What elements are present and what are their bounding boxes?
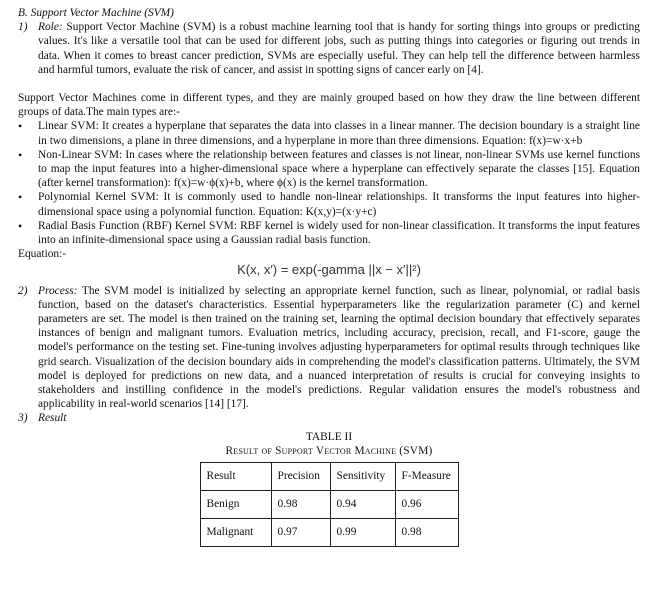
table-cell: 0.98 [271,491,330,519]
bullet-icon: • [18,190,23,205]
table-cell: Malignant [200,519,271,547]
list-item [18,119,640,147]
equation-label: Equation:- [18,248,67,261]
result-lead: Result [38,412,67,425]
header-cell: Precision [271,463,330,491]
table-row [200,519,458,547]
process-lead: Process: [38,284,78,297]
result-heading [18,411,640,425]
type-linear-text: Linear SVM: It creates a hyperplane that separates the data into classes in a linear manner. The decision boundary is a straight line in two dimensions, a plane in three dimensions, and a hyperplane in more than three dimensions. Equation: f(x)=w·x+b [38,120,640,147]
table-cell: 0.97 [271,519,330,547]
header-cell: Sensitivity [330,463,395,491]
table-cell: 0.96 [395,491,458,519]
header-cell: Result [200,463,271,491]
header-cell: F-Measure [395,463,458,491]
table-cell: 0.99 [330,519,395,547]
results-table [200,462,459,547]
bullet-icon: • [18,218,23,233]
type-rbf-text: Radial Basis Function (RBF) Kernel SVM: RBF kernel is widely used for non-linear classification. It transforms the input features into an infinite-dimensional space using a Gaussian radial basis function. [38,219,640,247]
bullet-icon: • [18,147,23,162]
table-caption: TABLE II [305,430,353,443]
section-heading: B. Support Vector Machine (SVM) [18,7,174,19]
table-cell: Benign [200,491,271,519]
table-cell: 0.98 [395,519,458,547]
role-lead: Role: [38,21,63,34]
types-intro: Support Vector Machines come in different types, and they are mainly grouped based on how they draw the line between different groups of data.The main types are:- [18,92,640,119]
bullet-icon: • [18,119,23,134]
process-number: 2) [18,284,28,297]
svm-types-list [18,119,640,247]
process-paragraph [18,284,640,412]
table-row [200,491,458,519]
document-page [18,6,640,547]
list-item [18,219,640,247]
result-number: 3) [18,412,28,425]
list-item [18,148,640,191]
list-item [18,190,640,218]
table-title: Result of Support Vector Machine (SVM) [225,444,433,457]
type-nonlinear-text: Non-Linear SVM: In cases where the relationship between features and classes is not linear, non-linear SVMs use kernel functions to map the input features into a higher-dimensional space where a hyperplane can effectively separate the classes [15]. Equation (after kernel transformation): f(x)=w·ϕ(x)+b, where ϕ(x) is the kernel transformation. [38,148,640,190]
table-header-row [200,463,458,491]
role-paragraph [18,20,640,77]
rbf-formula: K(x, x′) = exp(-gamma ||x − x′||²) [237,262,421,278]
process-text: The SVM model is initialized by selecting an appropriate kernel function, such as linear, polynomial, or radial basis function, based on the dataset's characteristics. Essential hyperparameters like the regularization parameter (C) and kernel parameters are set. The model is then trained on the training set, learning the optimal decision boundary that effectively separates instances of benign and malignant tumors. Evaluation metrics, including accuracy, precision, recall, and F1-score, gauge the model's performance on the testing set. Fine-tuning involves adjusting hyperparameters for optimal results through techniques like grid search. Visualization of the decision boundary aids in comprehending the model's classification patterns. Ultimately, the SVM model is deployed for predictions on new data, and a nuanced interpretation of results is crucial for conveying insights to stakeholders and instilling confidence in the model's predictions. Regular validation ensures the model's robustness and applicability in real-world scenarios [14] [17]. [38,284,640,411]
role-text: Support Vector Machine (SVM) is a robust machine learning tool that is handy for sorting things into groups or predicting values. It's like a versatile tool that can be used for different jobs, such as putting things into categories or figuring out trends in data. When it comes to breast cancer prediction, SVMs are especially useful. They can help tell the difference between harmless and harmful tumors, evaluate the risk of cancer, and assist in spotting signs of cancer early on [4]. [38,21,640,76]
role-number: 1) [18,21,28,34]
type-polynomial-text: Polynomial Kernel SVM: It is commonly used to handle non-linear relationships. It transforms the input features into higher-dimensional space using a polynomial function. Equation: K(x,y)=(x·y+c) [38,191,640,218]
table-cell: 0.94 [330,491,395,519]
